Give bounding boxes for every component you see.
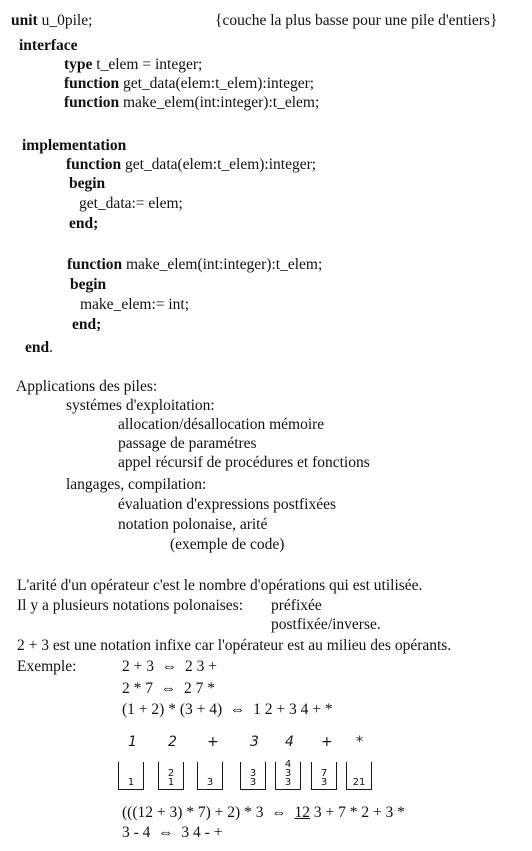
stack-box — [311, 762, 337, 790]
function-keyword: function — [64, 75, 120, 92]
unit-comment: {couche la plus basse pour une pile d'entiers} — [215, 12, 498, 29]
impl-getdata-line — [66, 156, 316, 174]
example-line-4 — [122, 804, 405, 822]
end-keyword: end — [25, 339, 50, 356]
example-line-1: 2 + 3 ⇔ 2 3 + — [122, 658, 217, 675]
prefix-label: préfixée — [271, 597, 322, 614]
example-code-note: (exemple de code) — [170, 536, 285, 553]
stack-cell-value: 3 — [249, 768, 257, 779]
postfix-label: postfixée/inverse. — [271, 616, 381, 633]
unit-line — [11, 12, 92, 30]
stack-cell-value: 7 — [320, 768, 328, 779]
stack-cell-value: 2 — [167, 768, 175, 779]
begin-keyword: begin — [70, 276, 107, 293]
languages-item: langages, compilation: — [66, 476, 207, 493]
example-line-5: 3 - 4 ⇔ 3 4 - + — [122, 824, 223, 841]
stack-box — [240, 762, 266, 790]
stack-token: 1 — [128, 734, 137, 750]
stack-token: 4 — [285, 734, 294, 750]
polish-item: notation polonaise, arité — [118, 516, 268, 533]
example-line-3: (1 + 2) * (3 + 4) ⇔ 1 2 + 3 4 + * — [122, 701, 333, 718]
example-4-underlined: 12 — [294, 804, 310, 821]
stack-token: + — [207, 734, 219, 750]
stack-cell-value: 1 — [167, 777, 175, 788]
stack-cell-value: 3 — [320, 777, 328, 788]
stack-cell-value: 4 — [284, 759, 292, 770]
implementation-keyword: implementation — [22, 137, 127, 154]
example-4-infix: (((12 + 3) * 7) + 2) * 3 ⇔ — [122, 804, 295, 821]
iface-getdata-line — [64, 75, 314, 93]
stack-token: 2 — [168, 734, 177, 750]
arity-note: L'arité d'un opérateur c'est le nombre d'opérations qui est utilisée. — [17, 577, 423, 594]
stack-cell-value: 3 — [284, 768, 292, 779]
makeelem-body: make_elem:= int; — [80, 296, 190, 313]
final-dot: . — [49, 339, 53, 356]
impl-getdata-signature: get_data(elem:t_elem):integer; — [121, 156, 317, 173]
begin-keyword: begin — [69, 175, 106, 192]
iface-getdata-signature: get_data(elem:t_elem):integer; — [119, 75, 315, 92]
recursive-item: appel récursif de procédures et fonctions — [118, 454, 370, 471]
stack-cell-value: 3 — [284, 777, 292, 788]
stack-cell-value: 3 — [206, 777, 214, 788]
function-keyword: function — [66, 156, 122, 173]
stack-box — [346, 762, 372, 790]
type-keyword: type — [64, 56, 93, 73]
eval-item: évaluation d'expressions postfixées — [118, 496, 337, 513]
stack-cell-value: 21 — [352, 777, 366, 788]
stack-token: * — [356, 734, 363, 750]
type-text: t_elem = integer; — [92, 56, 203, 73]
example-4-postfix: 3 + 7 * 2 + 3 * — [309, 804, 405, 821]
stack-box — [118, 762, 144, 790]
getdata-body: get_data:= elem; — [79, 195, 183, 212]
impl-makeelem-signature: make_elem(int:integer):t_elem; — [122, 256, 323, 273]
stack-box — [197, 762, 223, 790]
stack-token: + — [321, 734, 333, 750]
example-line-2: 2 * 7 ⇔ 2 7 * — [122, 680, 215, 697]
alloc-item: allocation/désallocation mémoire — [118, 416, 325, 433]
unit-name: u_0pile; — [37, 12, 93, 29]
params-item: passage de paramétres — [118, 435, 257, 452]
final-end-line — [25, 339, 53, 357]
function-keyword: function — [64, 94, 120, 111]
example-label: Exemple: — [17, 658, 77, 675]
stack-cell-value: 3 — [249, 777, 257, 788]
stack-box — [158, 762, 184, 790]
unit-keyword: unit — [11, 12, 38, 29]
stack-cell-value: 1 — [127, 777, 135, 788]
iface-makeelem-line — [64, 94, 319, 112]
iface-makeelem-signature: make_elem(int:integer):t_elem; — [119, 94, 320, 111]
infix-note: 2 + 3 est une notation infixe car l'opérateur est au milieu des opérants. — [17, 637, 452, 654]
applications-heading: Applications des piles: — [16, 378, 158, 395]
stack-token: 3 — [250, 734, 259, 750]
stack-box — [275, 759, 301, 790]
several-notations: Il y a plusieurs notations polonaises: — [17, 597, 244, 614]
function-keyword: function — [67, 256, 123, 273]
interface-keyword: interface — [19, 37, 78, 54]
end-keyword: end; — [72, 316, 102, 333]
end-keyword: end; — [69, 215, 99, 232]
os-item: systémes d'exploitation: — [66, 397, 215, 414]
type-declaration — [64, 56, 202, 74]
impl-makeelem-line — [67, 256, 322, 274]
